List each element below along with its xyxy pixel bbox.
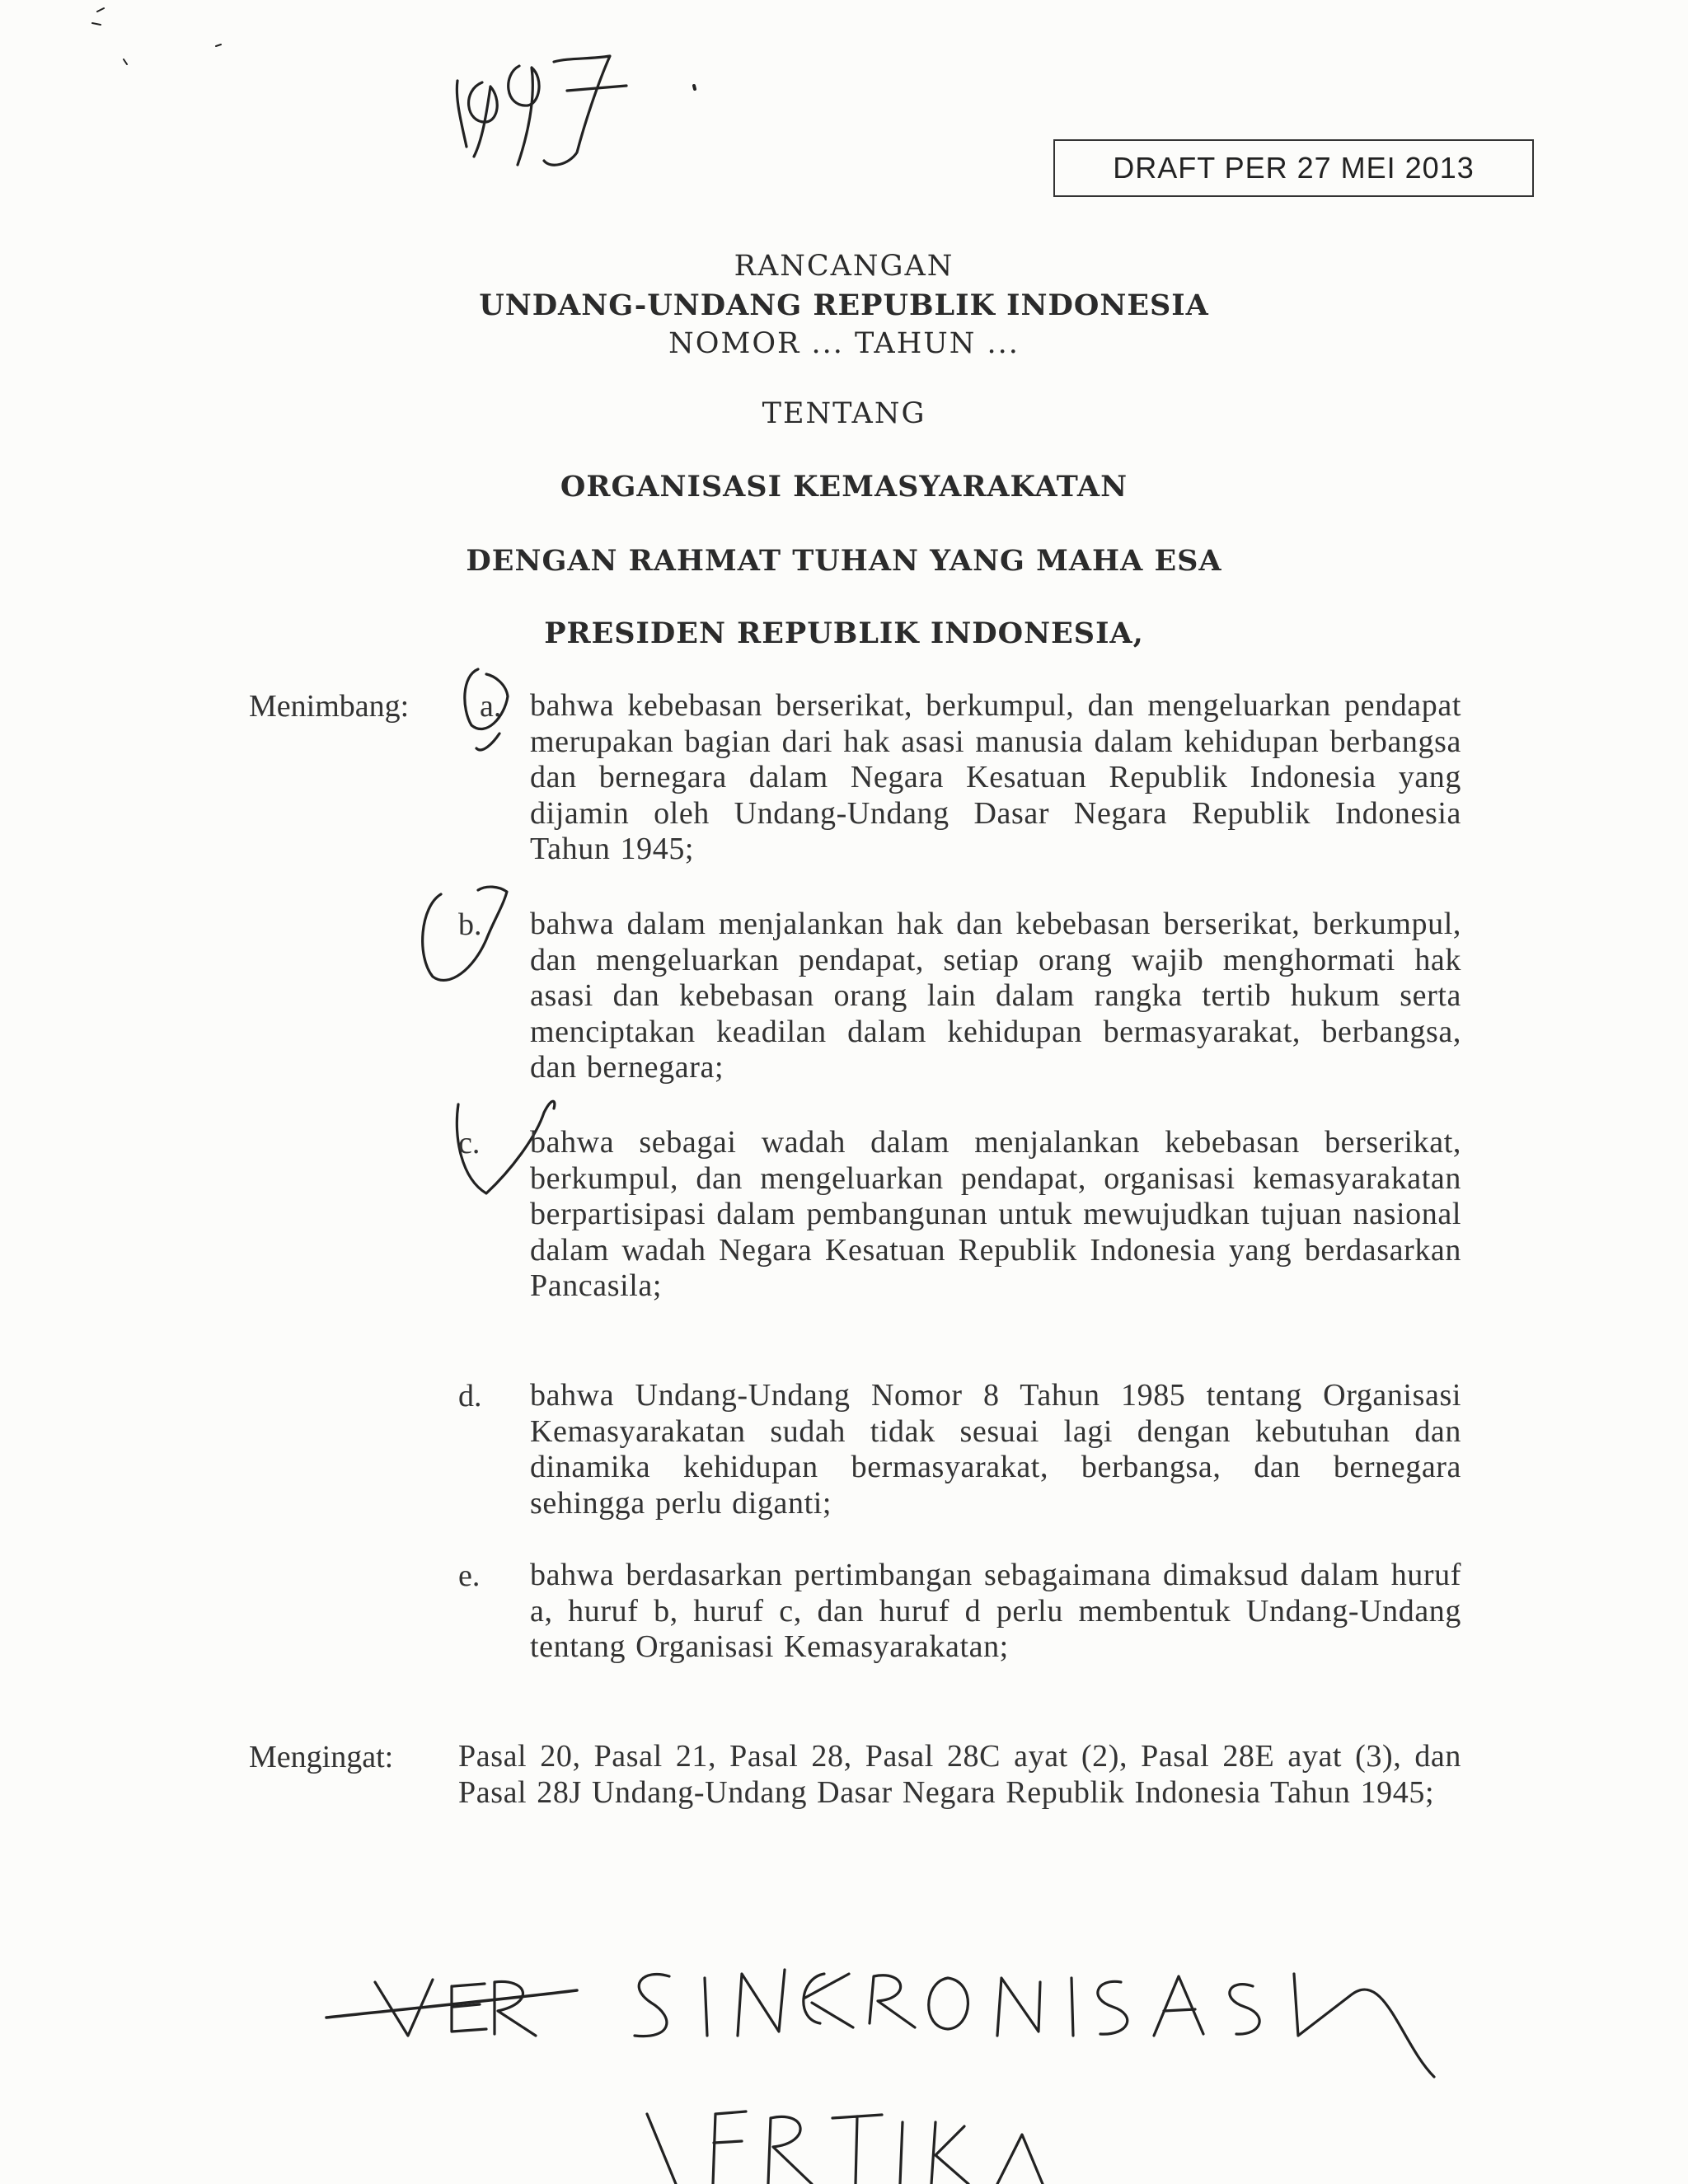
title-law: UNDANG-UNDANG REPUBLIK INDONESIA [479,288,1209,322]
menimbang-item-a: bahwa kebebasan berserikat, berkumpul, dan mengeluarkan pendapat merupakan bagian dari hak asasi manusia dalam kehidupan berbangsa dan bernegara dalam Negara Kesatuan Republik Indonesia yang dijamin oleh Undang-Undang Dasar Negara Republik Indonesia Tahun 1945; [530,688,1461,866]
title-rancangan: RANCANGAN [734,250,954,283]
draft-label-box: DRAFT PER 27 MEI 2013 [1053,139,1534,197]
title-subject: ORGANISASI KEMASYARAKATAN [560,470,1128,504]
item-marker-d: d. [458,1379,482,1413]
title-tentang: TENTANG [762,397,926,430]
handwritten-year [457,56,695,165]
menimbang-item-e: bahwa berdasarkan pertimbangan sebagaimana dimaksud dalam huruf a, huruf b, huruf c, dan huruf d perlu membentuk Undang-Undang tentang Organisasi Kemasyarakatan; [530,1558,1461,1664]
menimbang-label: Menimbang: [249,689,410,724]
item-marker-c: c. [458,1126,481,1160]
item-marker-a: a. [480,689,502,724]
mengingat-text: Pasal 20, Pasal 21, Pasal 28, Pasal 28C ayat (2), Pasal 28E ayat (3), dan Pasal 28J Undang-Undang Dasar Negara Republik Indonesia Tahun 1945; [458,1739,1461,1810]
preamble-grace: DENGAN RAHMAT TUHAN YANG MAHA ESA [466,544,1222,578]
item-marker-b: b. [458,907,482,942]
preamble-president: PRESIDEN REPUBLIK INDONESIA, [544,616,1144,650]
title-number: NOMOR ... TAHUN ... [668,327,1020,360]
handwritten-note [326,1970,1434,2184]
menimbang-item-d: bahwa Undang-Undang Nomor 8 Tahun 1985 tentang Organisasi Kemasyarakatan sudah tidak sesuai lagi dengan kebutuhan dan dinamika kehidupan bermasyarakat, berbangsa, dan bernegara sehingga perlu diganti; [530,1378,1461,1521]
mengingat-label: Mengingat: [249,1740,394,1774]
menimbang-item-c: bahwa sebagai wadah dalam menjalankan kebebasan berserikat, berkumpul, dan mengeluarkan pendapat, organisasi kemasyarakatan berpartisipasi dalam pembangunan untuk mewujudkan tujuan nasional dalam wadah Negara Kesatuan Republik Indonesia yang berdasarkan Pancasila; [530,1125,1461,1303]
item-marker-e: e. [458,1558,481,1593]
menimbang-item-b: bahwa dalam menjalankan hak dan kebebasan berserikat, berkumpul, dan mengeluarkan pendapat, setiap orang wajib menghormati hak asasi dan kebebasan orang lain dalam rangka tertib hukum serta menciptakan keadilan dalam kehidupan bermasyarakat, berbangsa, dan bernegara; [530,907,1461,1085]
